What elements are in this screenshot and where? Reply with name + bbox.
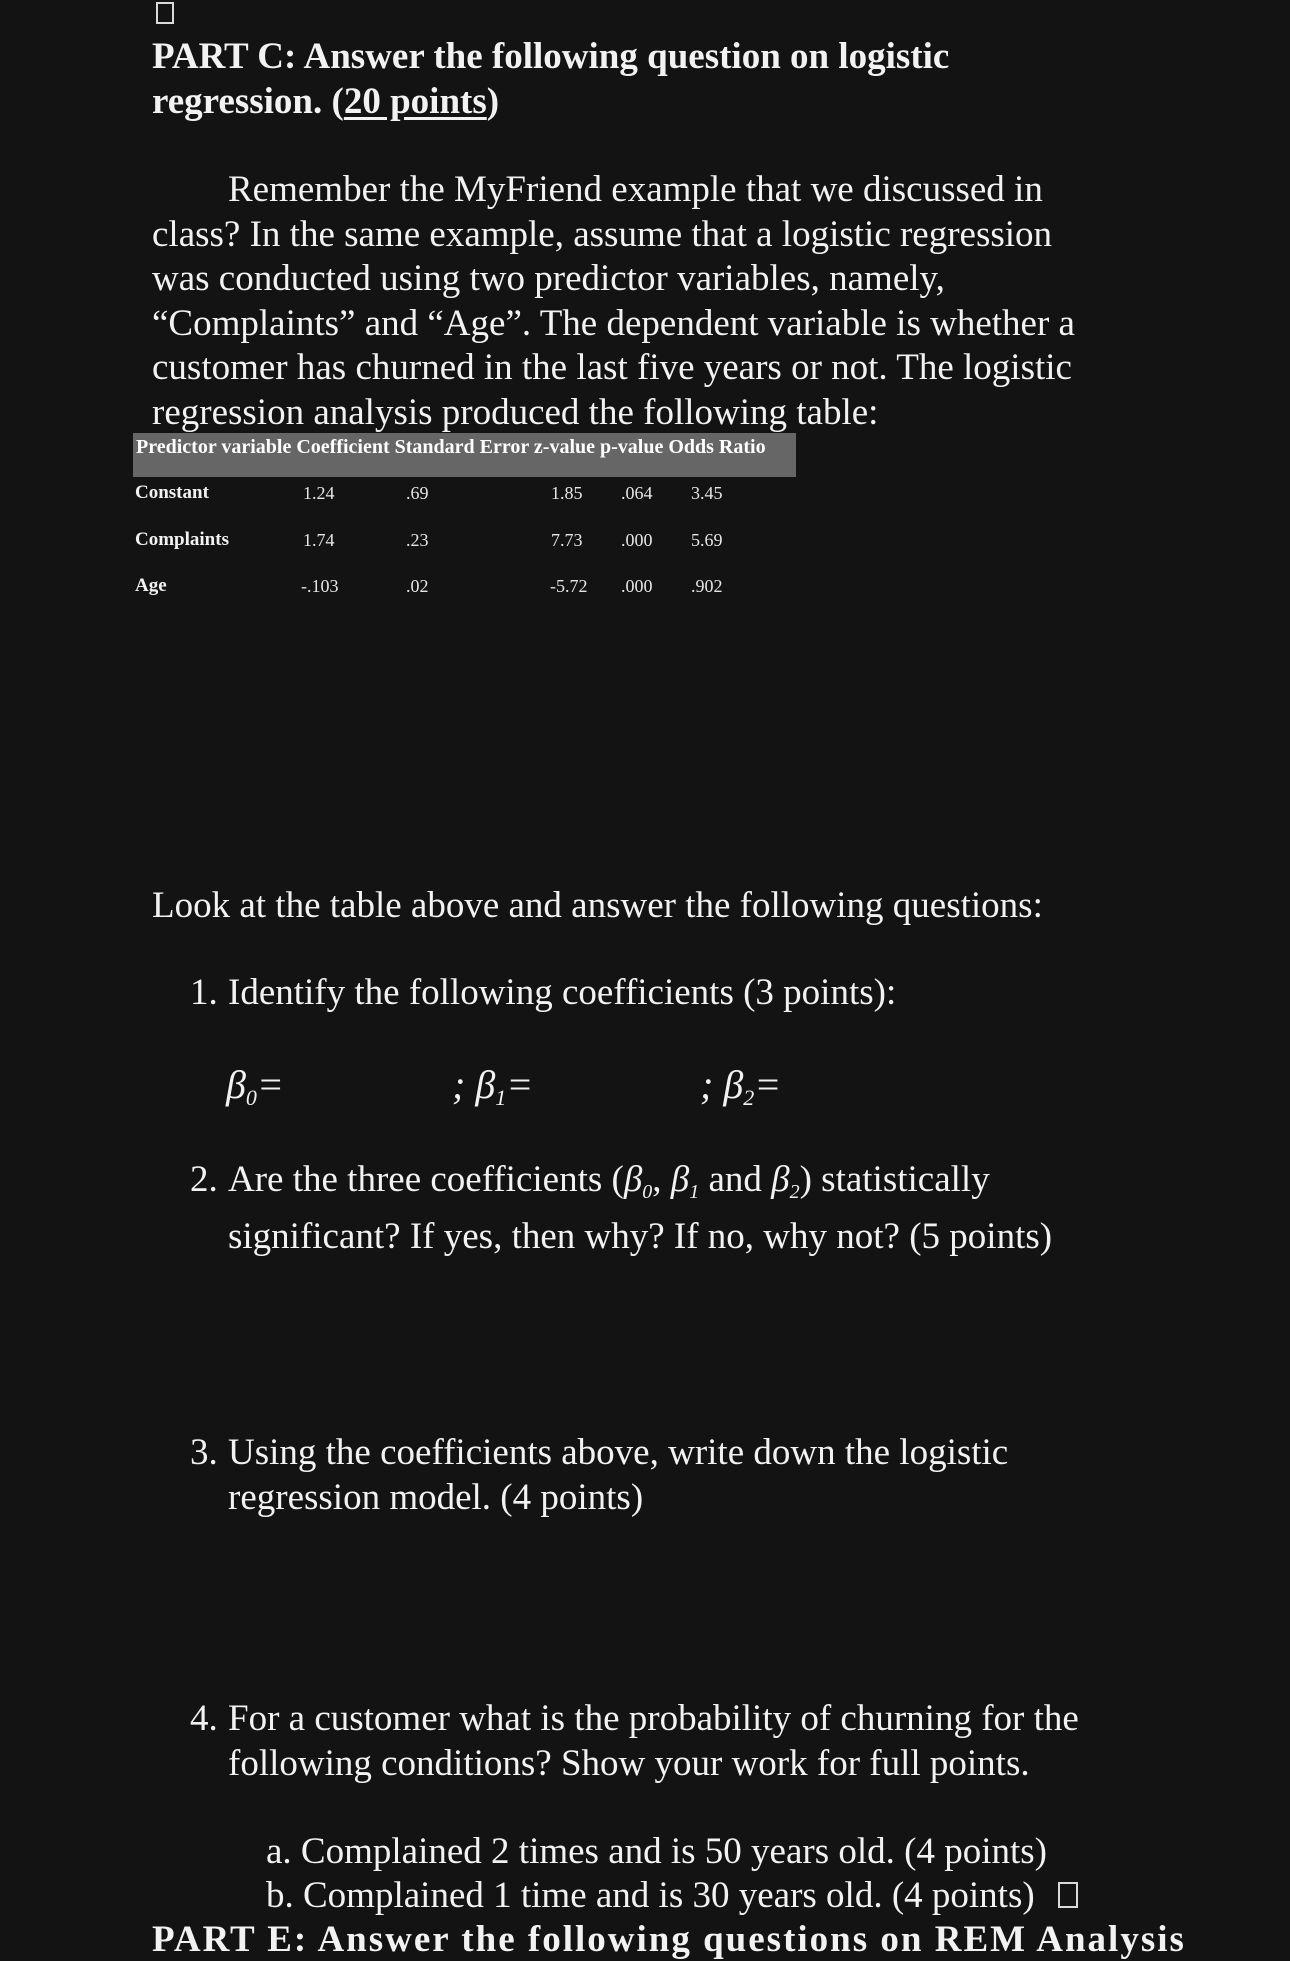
cell-z-value: 1.85 [551,483,583,503]
cell-coefficient: 1.24 [303,483,335,503]
row-label-constant: Constant [135,482,209,503]
beta-0-blank: $\beta_0=$ [226,1062,284,1110]
intro-paragraph [152,168,1192,435]
placeholder-box-icon [156,2,174,24]
cell-odds-ratio: 3.45 [691,483,723,503]
row-label-age: Age [135,575,167,596]
next-section-heading-cut: PART E: Answer the following questions on REM Analysis [152,1919,1186,1960]
question-1: 1. Identify the following coefficients (3 points): [190,972,897,1013]
cell-odds-ratio: .902 [691,576,723,596]
cell-std-error: .02 [406,576,429,596]
instruction-line: Look at the table above and answer the following questions: [152,885,1043,926]
placeholder-box-icon [1058,1882,1078,1908]
section-heading [152,34,1192,124]
question-3: 3. Using the coefficients above, write down the logistic regression model. (4 points) [190,1432,1009,1518]
intro-line: Remember the MyFriend example that we discussed in [228,169,1043,210]
cell-odds-ratio: 5.69 [691,530,723,550]
question-4a: a. Complained 2 times and is 50 years old. (4 points) [266,1831,1047,1872]
heading-line-1: PART C: Answer the following question on logistic [152,36,950,77]
cell-z-value: -5.72 [550,576,588,596]
heading-line-2: regression. (20 points) [152,81,500,122]
cell-z-value: 7.73 [551,530,583,550]
row-label-complaints: Complaints [135,529,229,550]
cell-p-value: .000 [621,576,653,596]
points-underlined: 20 points [343,81,487,122]
question-4b: b. Complained 1 time and is 30 years old. (4 points) [266,1875,1035,1916]
intro-line: customer has churned in the last five years or not. The logistic [152,347,1072,388]
beta-1-blank: ; $\beta_1=$ [452,1062,534,1110]
cell-p-value: .000 [621,530,653,550]
intro-line: was conducted using two predictor variables, namely, [152,258,945,299]
intro-line: “Complaints” and “Age”. The dependent variable is whether a [152,302,1075,344]
beta-2-blank: ; $\beta_2=$ [700,1062,782,1110]
cell-std-error: .23 [406,530,429,550]
question-4: 4. For a customer what is the probability of churning for the following conditions? Show your work for full points. [190,1698,1079,1784]
intro-line: regression analysis produced the following table: [152,391,879,433]
cell-std-error: .69 [406,483,429,503]
cell-p-value: .064 [621,483,653,503]
cell-coefficient: -.103 [301,576,339,596]
cell-coefficient: 1.74 [303,530,335,550]
table-header: Predictor variable Coefficient Standard Error z-value p-value Odds Ratio [133,433,796,477]
intro-line: class? In the same example, assume that a logistic regression [152,213,1053,255]
question-2: 2. Are the three coefficients ($\beta_0$, $\beta_1$ and $\beta_2$) statistically significant? If yes, then why? If no, why not? (5 points) [190,1159,1053,1257]
